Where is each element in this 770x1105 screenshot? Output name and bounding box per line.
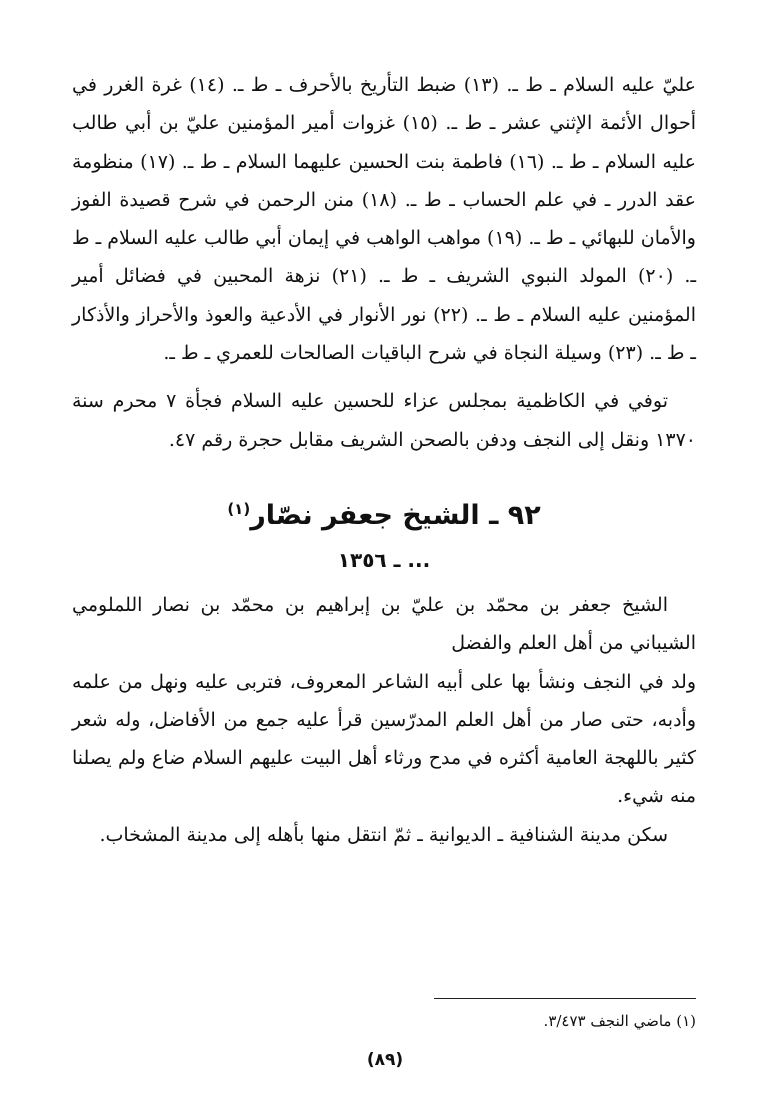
residence-paragraph: سكن مدينة الشنافية ـ الديوانية ـ ثمّ انتقل منها بأهله إلى مدينة المشخاب.	[99, 823, 668, 846]
biography-paragraph: ولد في النجف ونشأ بها على أبيه الشاعر المعروف، فتربى عليه ونهل من علمه وأدبه، حتى صار من أهل العلم المدرّسين قرأ عليه جمع من الأفاضل، وله شعر كثير باللهجة العامية أكثره في مدح ورثاء أهل البيت عليهم السلام ضاع ولم يصلنا منه شيء.	[72, 670, 696, 808]
main-text-block	[72, 66, 696, 854]
entry-dates: ... ـ ١٣٥٦	[337, 547, 431, 572]
entry-title: ٩٢ ـ الشيخ جعفر نصّار	[250, 499, 541, 531]
footnote-marker: (١)	[227, 499, 251, 518]
death-paragraph: توفي في الكاظمية بمجلس عزاء للحسين عليه السلام فجأة ٧ محرم سنة ١٣٧٠ ونقل إلى النجف ودفن بالصحن الشريف مقابل حجرة رقم ٤٧.	[72, 390, 696, 451]
works-list-paragraph: عليّ عليه السلام ـ ط ـ. (١٣) ضبط التأريخ بالأحرف ـ ط ـ. (١٤) غرة الغرر في أحوال الأئمة الإثني عشر ـ ط ـ. (١٥) غزوات أمير المؤمنين عليّ بن أبي طالب عليه السلام ـ ط ـ. (١٦) فاطمة بنت الحسين عليهما السلام ـ ط ـ. (١٧) منظومة عقد الدرر ـ في علم الحساب ـ ط ـ. (١٨) منن الرحمن في شرح قصيدة الفوز والأمان للبهائي ـ ط ـ. (١٩) مواهب الواهب في إيمان أبي طالب عليه السلام ـ ط ـ. (٢٠) المولد النبوي الشريف ـ ط ـ. (٢١) نزهة المحبين في فضائل أمير المؤمنين عليه السلام ـ ط ـ. (٢٢) نور الأنوار في الأدعية والعوذ والأحراز والأذكار ـ ط ـ. (٢٣) وسيلة النجاة في شرح الباقيات الصالحات للعمري ـ ط ـ.	[72, 74, 697, 365]
footnote: (١) ماضي النجف ٣/٤٧٣.	[543, 1012, 696, 1030]
entry-heading	[72, 489, 696, 536]
footnote-divider	[434, 998, 696, 999]
page-number: (٨٩)	[366, 1050, 404, 1070]
lineage-paragraph: الشيخ جعفر بن محمّد بن عليّ بن إبراهيم بن محمّد بن نصار اللملومي الشيباني من أهل العلم والفضل	[72, 593, 696, 655]
